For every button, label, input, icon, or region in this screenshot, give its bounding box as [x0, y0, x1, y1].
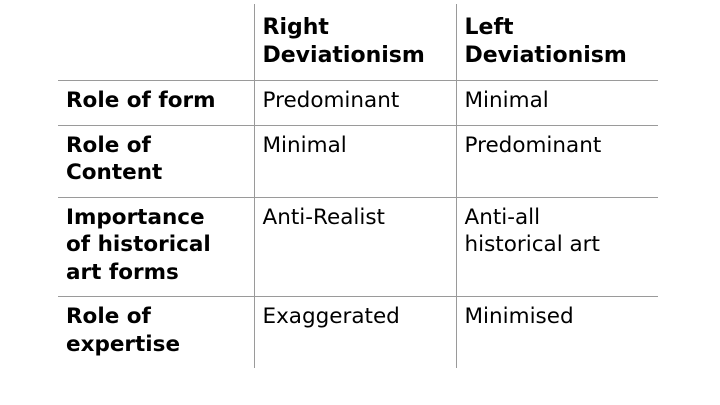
header-left-deviationism — [456, 4, 658, 81]
table-row — [58, 125, 658, 197]
label-line: of historical — [66, 232, 211, 258]
cell-right-importance-of-historical-art-forms — [254, 197, 456, 297]
row-label-role-of-form — [58, 81, 254, 126]
label-line: Role of form — [66, 88, 216, 114]
value-line: Minimal — [464, 88, 549, 114]
value-line: historical art — [464, 232, 600, 258]
label-line: Role of — [66, 304, 151, 330]
header-line: Deviationism — [262, 43, 425, 69]
label-line: Importance — [66, 204, 205, 230]
value-line: Minimal — [262, 132, 347, 158]
cell-left-role-of-form — [456, 81, 658, 126]
label-line: art forms — [66, 259, 179, 285]
header-line: Deviationism — [464, 43, 627, 69]
table-header-row — [58, 4, 658, 81]
value-line: Predominant — [262, 88, 400, 114]
table-row — [58, 197, 658, 297]
cell-right-role-of-content — [254, 125, 456, 197]
table-row — [58, 297, 658, 369]
cell-left-role-of-expertise — [456, 297, 658, 369]
label-line: Role of — [66, 132, 151, 158]
row-label-role-of-expertise — [58, 297, 254, 369]
cell-left-importance-of-historical-art-forms — [456, 197, 658, 297]
cell-left-role-of-content — [456, 125, 658, 197]
label-line: Content — [66, 160, 163, 186]
header-right-deviationism — [254, 4, 456, 81]
header-corner-cell — [58, 4, 254, 81]
value-line: Exaggerated — [262, 304, 400, 330]
row-label-role-of-content — [58, 125, 254, 197]
value-line: Anti-Realist — [262, 204, 385, 230]
header-line: Left — [464, 15, 514, 40]
value-line: Predominant — [464, 132, 602, 158]
table-row — [58, 81, 658, 126]
label-line: expertise — [66, 331, 181, 357]
comparison-table — [58, 4, 658, 368]
header-line: Right — [262, 15, 329, 40]
value-line: Minimised — [464, 304, 574, 330]
cell-right-role-of-expertise — [254, 297, 456, 369]
cell-right-role-of-form — [254, 81, 456, 126]
value-line: Anti-all — [464, 204, 541, 230]
row-label-importance-of-historical-art-forms — [58, 197, 254, 297]
